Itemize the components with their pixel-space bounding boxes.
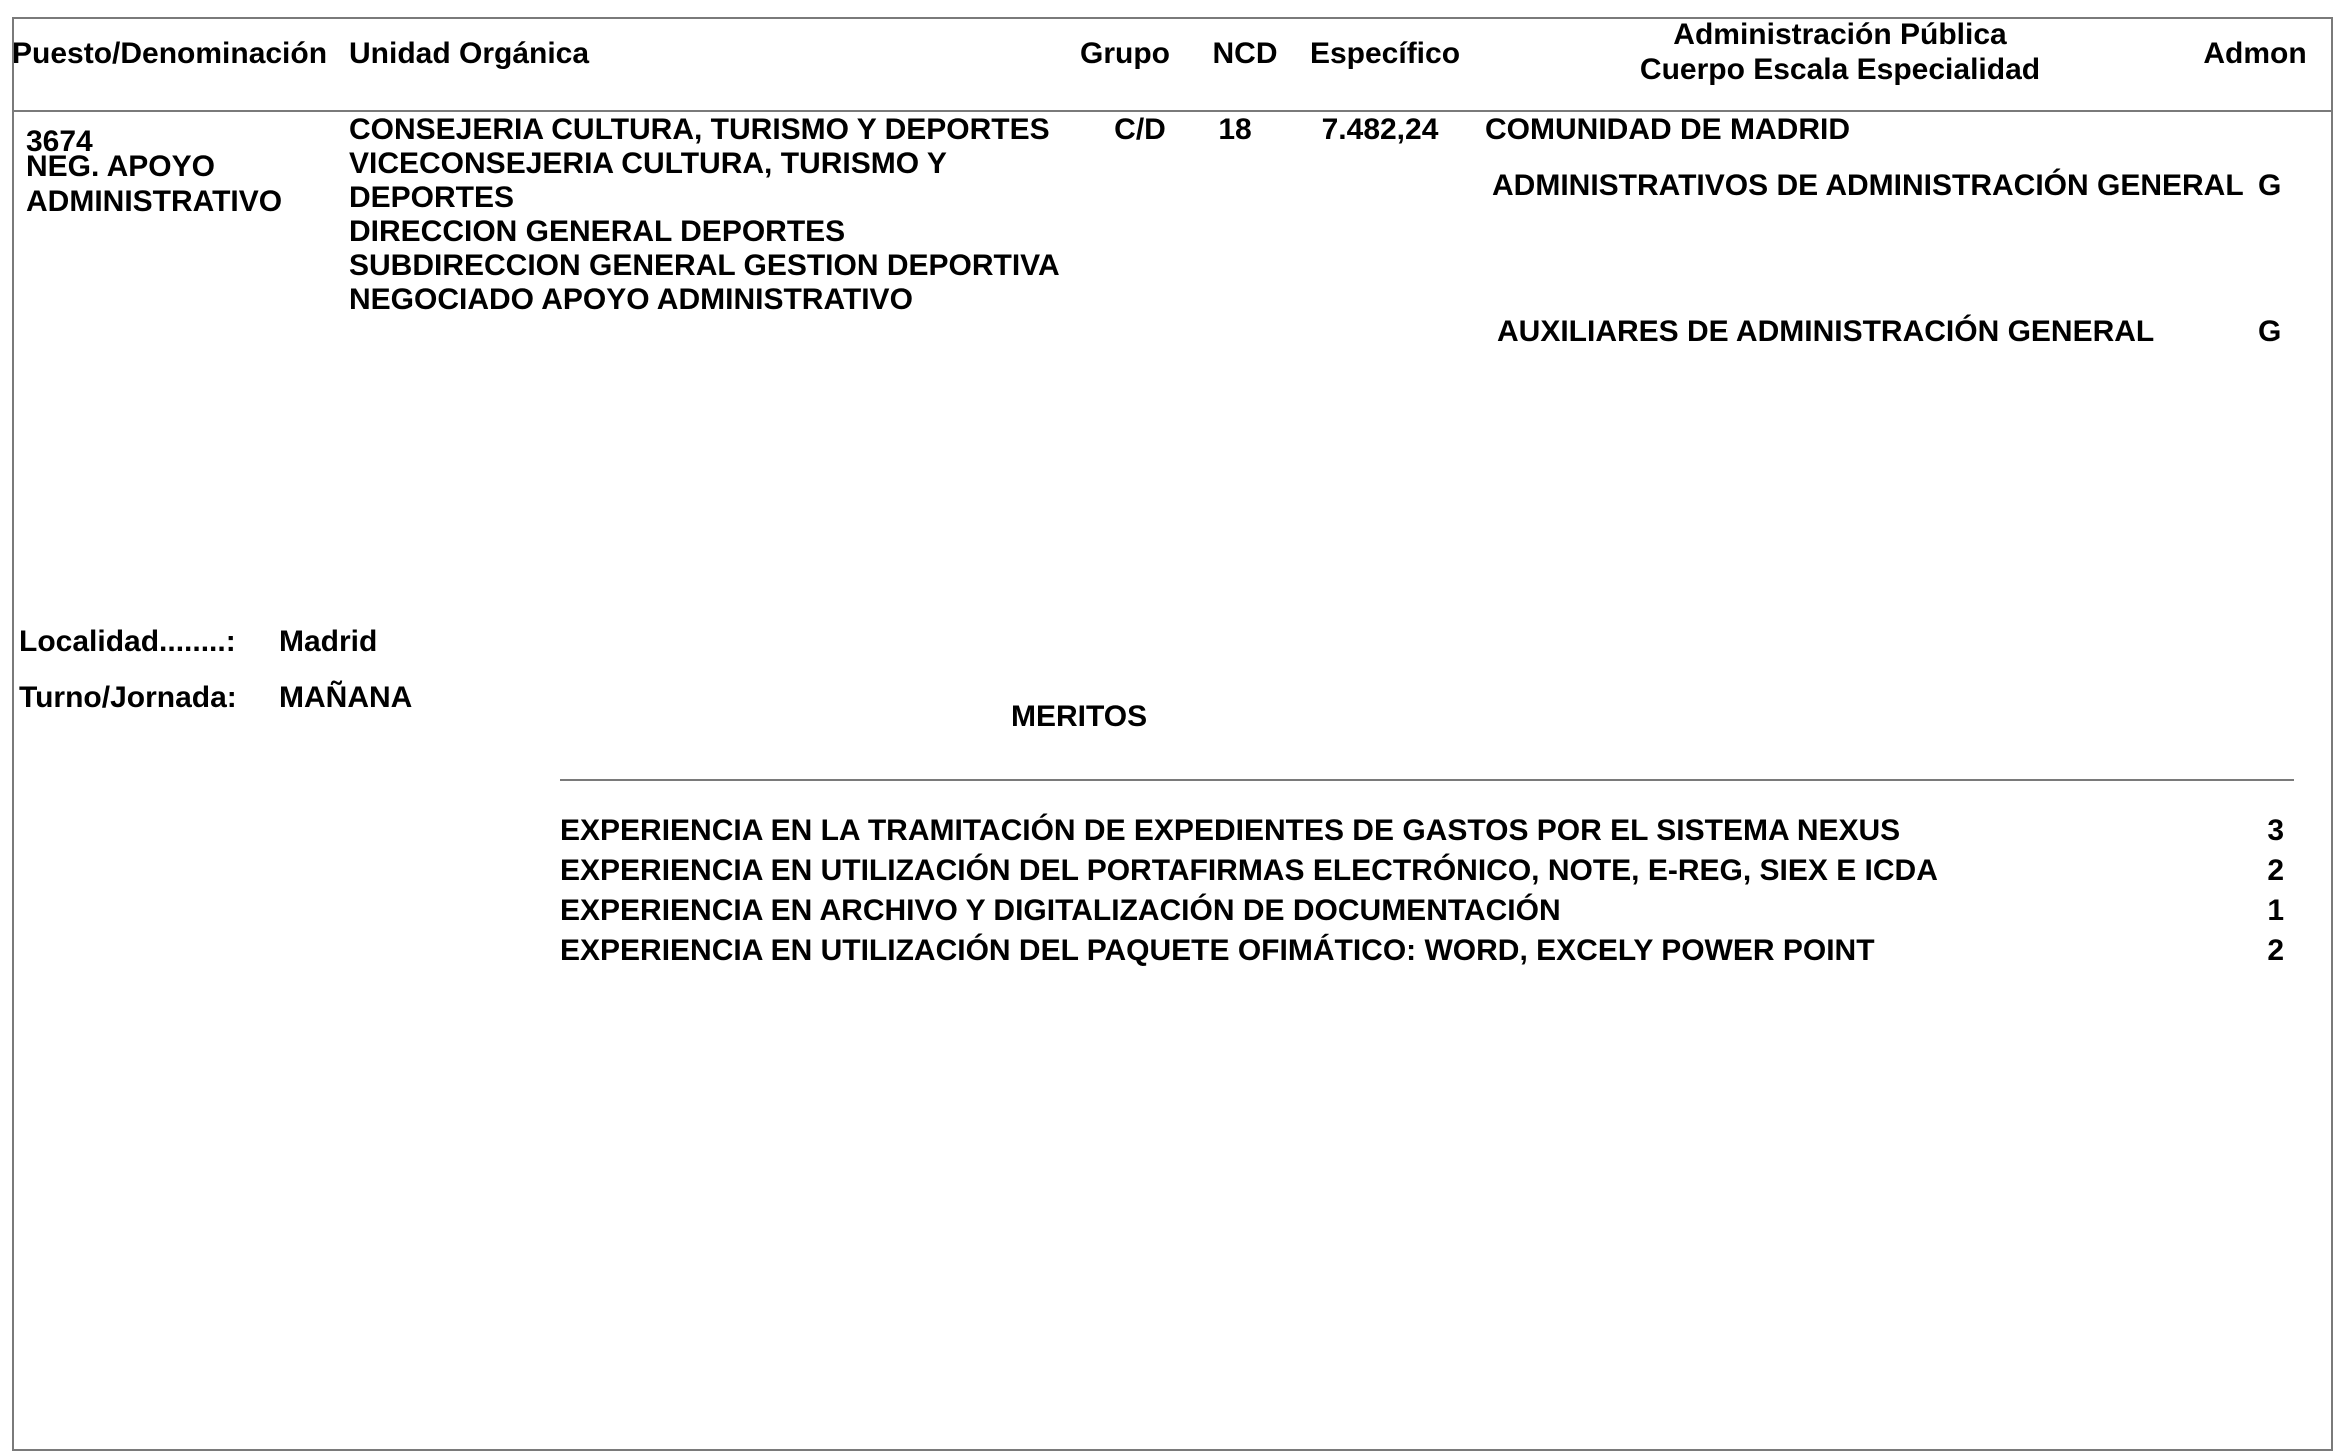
- header-especifico: Específico: [1309, 37, 1461, 70]
- merito-points: 2: [2267, 934, 2284, 967]
- especifico-value: 7.482,24: [1321, 113, 1439, 146]
- merito-points: 3: [2267, 814, 2284, 847]
- unidad-line: NEGOCIADO APOYO ADMINISTRATIVO: [349, 283, 913, 316]
- header-admin-publica: Administración Pública: [1673, 18, 2007, 51]
- cuerpo-admon: G: [2258, 315, 2282, 348]
- turno-label: Turno/Jornada:: [19, 681, 237, 714]
- administracion-value: COMUNIDAD DE MADRID: [1485, 113, 1850, 146]
- cuerpo-name: AUXILIARES DE ADMINISTRACIÓN GENERAL: [1497, 315, 2155, 348]
- merito-points: 1: [2267, 894, 2284, 927]
- header-cuerpo-escala: Cuerpo Escala Especialidad: [1639, 53, 2041, 86]
- ncd-value: 18: [1218, 113, 1252, 146]
- turno-value: MAÑANA: [279, 681, 413, 714]
- localidad-value: Madrid: [279, 625, 378, 658]
- puesto-denominacion-1: NEG. APOYO: [26, 150, 215, 183]
- puesto-denominacion-2: ADMINISTRATIVO: [26, 185, 283, 218]
- header-admon: Admon: [2203, 37, 2307, 70]
- unidad-line: SUBDIRECCION GENERAL GESTION DEPORTIVA: [349, 249, 1060, 282]
- unidad-line: DEPORTES: [349, 181, 515, 214]
- meritos-divider: [560, 779, 2294, 781]
- unidad-line: CONSEJERIA CULTURA, TURISMO Y DEPORTES: [349, 113, 1050, 146]
- merito-points: 2: [2267, 854, 2284, 887]
- merito-text: EXPERIENCIA EN LA TRAMITACIÓN DE EXPEDIENTES DE GASTOS POR EL SISTEMA NEXUS: [560, 814, 1901, 847]
- unidad-line: DIRECCION GENERAL DEPORTES: [349, 215, 846, 248]
- puesto-codigo: 3674: [26, 125, 93, 158]
- localidad-label: Localidad........:: [19, 625, 236, 658]
- unidad-line: VICECONSEJERIA CULTURA, TURISMO Y: [349, 147, 947, 180]
- merito-text: EXPERIENCIA EN UTILIZACIÓN DEL PAQUETE OFIMÁTICO: WORD, EXCELY POWER POINT: [560, 934, 1875, 967]
- header-divider: [12, 110, 2333, 112]
- merito-text: EXPERIENCIA EN ARCHIVO Y DIGITALIZACIÓN DE DOCUMENTACIÓN: [560, 894, 1561, 927]
- header-grupo: Grupo: [1080, 37, 1170, 70]
- cuerpo-name: ADMINISTRATIVOS DE ADMINISTRACIÓN GENERAL: [1492, 169, 2244, 202]
- meritos-title: MERITOS: [1011, 700, 1148, 733]
- grupo-value: C/D: [1114, 113, 1166, 146]
- cuerpo-admon: G: [2258, 169, 2282, 202]
- header-unidad: Unidad Orgánica: [349, 37, 590, 70]
- header-puesto: Puesto/Denominación: [12, 37, 328, 70]
- merito-text: EXPERIENCIA EN UTILIZACIÓN DEL PORTAFIRMAS ELECTRÓNICO, NOTE, E-REG, SIEX E ICDA: [560, 854, 1938, 887]
- header-ncd: NCD: [1212, 37, 1278, 70]
